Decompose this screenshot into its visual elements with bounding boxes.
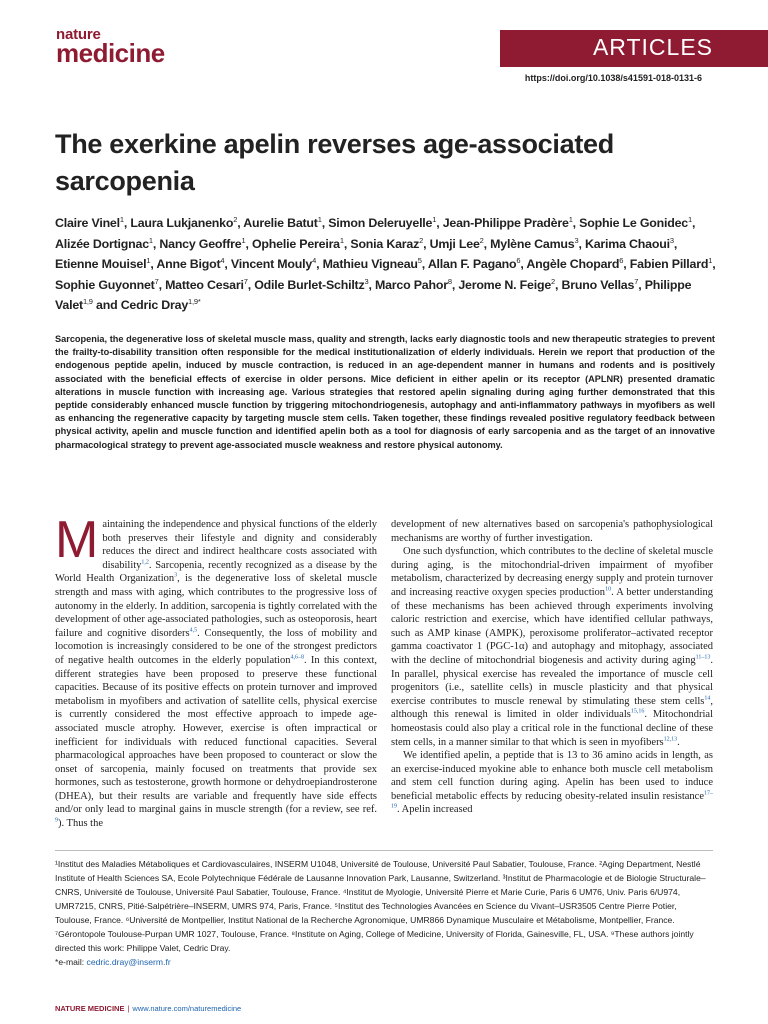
author-affiliation-mark: 7	[154, 276, 159, 286]
body-column-left	[55, 511, 377, 831]
citation-ref[interactable]: 14	[704, 695, 711, 702]
author-name[interactable]: Etienne Mouisel$^1$	[55, 256, 151, 272]
author-name[interactable]: Laura Lukjanenko$^2$	[130, 214, 238, 230]
author-name[interactable]: Sophie Guyonnet$^7$	[55, 276, 159, 292]
author-affiliation-mark: 1,9*	[188, 297, 201, 307]
author-affiliation-mark: 1	[432, 214, 437, 224]
footnote-divider	[55, 850, 713, 851]
section-label: ARTICLES	[500, 30, 768, 67]
footer-url[interactable]: www.nature.com/naturemedicine	[132, 1004, 242, 1013]
citation-ref[interactable]: 4,5	[189, 627, 198, 634]
email-link[interactable]: cedric.dray@inserm.fr	[86, 957, 171, 967]
author-name[interactable]: Bruno Vellas$^7$	[561, 276, 639, 292]
citation-ref[interactable]: 3	[174, 572, 178, 579]
author-name[interactable]: Sonia Karaz$^2$	[350, 235, 424, 251]
author-name[interactable]: Karima Chaoui$^3$	[584, 235, 674, 251]
author-affiliation-mark: 3	[574, 235, 579, 245]
author-name[interactable]: Vincent Mouly$^4$	[230, 256, 317, 272]
citation-ref[interactable]: 12,13	[663, 736, 678, 742]
body-paragraph: One such dysfunction, which contributes to the decline of skeletal muscle during aging, is the mitochondrial-driven impairment of myofiber metabolism, characterized by decreasing energy supply and protein turnover and increasing reactive oxygen species production$^{10}$. A better understanding of these mechanisms has been achieved through experiments involving caloric restriction and exercise, which have identified cellular pathways, such as AMP kinase (AMPK), peroxisome proliferator–activated receptor gamma coactivator 1 (PGC-1α) and autophagy and mitophagy, associated with the decline of mitochondrial biogenesis and activity during aging$^{11-13}$. In parallel, physical exercise has revealed the importance of muscle cell progenitors (i.e., satellite cells) in muscle plasticity and that physical exercise contributes to muscle renewal by stimulating these stem cells$^{14}$, although this renewal is limited in older individuals$^{15,16}$. Mitochondrial homeostasis could also play a critical role in the functional decline of these stem cells, in a manner similar to that which is seen in myofibers$^{12,13}$.	[391, 546, 713, 748]
abstract: Sarcopenia, the degenerative loss of skeletal muscle mass, quality and strength, lacks early diagnostic tools and new therapeutic strategies to prevent the frailty-to-disability transition often responsible for the medical institutionalization of elderly individuals. Herein we report that production of the endogenous peptide apelin, induced by muscle contraction, is reduced in an age-dependent manner in humans and rodents and is positively associated with the beneficial effects of exercise in older persons. Mice deficient in either apelin or its receptor (APLNR) presented dramatic alterations in muscle function with increasing age. Various strategies that restored apelin signaling during aging further demonstrated that this peptide considerably enhanced muscle function by triggering mitochondriogenesis, autophagy and anti-inflammatory pathways in myofibers as well as enhancing the regenerative capacity by targeting muscle stem cells. Taken together, these findings revealed positive regulatory feedback between physical activity, apelin and muscle function and identified apelin both as a tool for diagnosis of early sarcopenia and as the target of an innovative pharmacological strategy to prevent age-associated muscle weakness and restore physical autonomy.	[55, 334, 715, 450]
author-affiliation-mark: 1	[339, 235, 344, 245]
logo-line-medicine: medicine	[56, 38, 165, 68]
author-name[interactable]: Ophelie Pereira$^1$	[251, 235, 344, 251]
author-affiliation-mark: 3	[364, 276, 369, 286]
author-name[interactable]: Anne Bigot$^4$	[156, 256, 225, 272]
author-affiliation-mark: 1	[148, 235, 153, 245]
article-title: The exerkine apelin reverses age-associated sarcopenia	[55, 129, 614, 196]
author-affiliation-mark: 7	[634, 276, 639, 286]
author-affiliation-mark: 7	[243, 276, 248, 286]
body-paragraph: development of new alternatives based on sarcopenia's pathophysiological mechanisms are worthy of further investigation.	[391, 519, 713, 544]
body-column-right	[391, 518, 713, 817]
page-footer	[55, 1004, 241, 1013]
author-affiliation-mark: 1	[317, 214, 322, 224]
author-affiliation-mark: 1	[688, 214, 692, 224]
author-name[interactable]: Fabien Pillard$^1$	[629, 256, 713, 272]
journal-logo[interactable]	[56, 27, 165, 66]
author-list: Claire Vinel$^1$, Laura Lukjanenko$^2$, Aurelie Batut$^1$, Simon Deleruyelle$^1$, Jean-Philippe Pradère$^1$, Sophie Le Gonidec$^1$, Alizée Dortignac$^1$, Nancy Geoffre$^1$, Ophelie Pereira$^1$, Sonia Karaz$^2$, Umji Lee$^2$, Mylène Camus$^3$, Karima Chaoui$^3$, Etienne Mouisel$^1$, Anne Bigot$^4$, Vincent Mouly$^4$, Mathieu Vigneau$^5$, Allan F. Pagano$^6$, Angèle Chopard$^6$, Fabien Pillard$^1$, Sophie Guyonnet$^7$, Matteo Cesari$^7$, Odile Burlet-Schiltz$^3$, Marco Pahor$^8$, Jerome N. Feige$^2$, Bruno Vellas$^7$, Philippe Valet$^{1,9}$ and Cedric Dray$^{1,9*}$	[55, 214, 716, 313]
body-paragraph: aintaining the independence and physical functions of the elderly both preserves their lifestyle and dignity and considerably reduces the direct and indirect healthcare costs associated with disability$^{1,2}$. Sarcopenia, recently recognized as a disease by the World Health Organization$^3$, is the degenerative loss of skeletal muscle strength and mass with aging, which contributes to the progressive loss of autonomy in the elderly. In addition, sarcopenia is tightly correlated with the development of other age-associated pathologies, such as osteoporosis, heart failure and cognitive disorders$^{4,5}$. Consequently, the loss of mobility and locomotion is increasingly considered to be one of the strongest predictors of negative health outcomes in the elderly population$^{4,6-8}$. In this context, different strategies have been proposed to preserve these functional capacities. Because of its positive effects on protein turnover and improved metabolism in myofibers and activation of satellite cells, physical exercise is currently considered the most effective approach to impede age-associated muscle atrophy. However, exercise is often impractical or inefficient for individuals with reduced functional capacities. Several pharmacological approaches have been proposed to counteract or slow the onset of sarcopenia, mainly focused on treatments that provide sex hormones, such as testosterone, growth hormone or dehydroepiandrosterone (DHEA), but their results are variable and frequently have side effects and/or only lead to marginal gains in muscle strength (for a review, see ref. $^9$). Thus the	[55, 519, 377, 830]
citation-ref[interactable]: 11–13	[695, 654, 711, 661]
affiliations	[55, 857, 715, 969]
author-name[interactable]: Mylène Camus$^3$	[490, 235, 579, 251]
body-paragraph: We identified apelin, a peptide that is 13 to 36 amino acids in length, as an exercise-induced myokine able to enhance both muscle cell metabolism and stem cell function during aging. Apelin has been used to induce beneficial metabolic effects by reducing obesity-related insulin resistance$^{17-19}$. Apelin increased	[391, 750, 713, 816]
author-affiliation-mark: 1	[119, 214, 124, 224]
author-name[interactable]: Marco Pahor$^8$	[374, 276, 452, 292]
author-name[interactable]: Cedric Dray$^{1,9*}$	[120, 297, 201, 313]
citation-ref[interactable]: 15,16	[630, 708, 645, 715]
author-affiliation-mark: 4	[220, 256, 225, 266]
author-affiliation-mark: 1	[568, 214, 573, 224]
drop-cap: M	[55, 511, 99, 569]
citation-ref[interactable]: 1,2	[141, 559, 149, 566]
author-affiliation-mark: 2	[419, 235, 424, 245]
author-affiliation-mark: 1	[241, 235, 246, 245]
author-name[interactable]: Aurelie Batut$^1$	[243, 214, 322, 230]
author-affiliation-mark: 1	[146, 256, 151, 266]
author-name[interactable]: Nancy Geoffre$^1$	[159, 235, 246, 251]
author-affiliation-mark: 2	[479, 235, 484, 245]
author-name[interactable]: Alizée Dortignac$^1$	[55, 235, 153, 251]
journal-header	[0, 0, 768, 90]
author-name[interactable]: Matteo Cesari$^7$	[165, 276, 248, 292]
citation-ref[interactable]: 9	[55, 817, 58, 824]
author-affiliation-mark: 8	[447, 276, 452, 286]
author-affiliation-mark: 2	[551, 276, 556, 286]
footer-separator: |	[127, 1004, 130, 1013]
doi-link[interactable]: https://doi.org/10.1038/s41591-018-0131-6	[524, 73, 702, 83]
citation-ref[interactable]: 10	[605, 586, 612, 593]
author-name[interactable]: Jean-Philippe Pradère$^1$	[442, 214, 573, 230]
author-affiliation-mark: 1	[708, 256, 713, 266]
author-affiliation-mark: 3	[669, 235, 674, 245]
author-name[interactable]: Philippe Valet$^{1,9}$	[55, 277, 692, 313]
author-name[interactable]: Angèle Chopard$^6$	[526, 256, 624, 272]
author-name[interactable]: Mathieu Vigneau$^5$	[322, 256, 422, 272]
email-label: *e-mail:	[55, 957, 87, 967]
author-name[interactable]: Odile Burlet-Schiltz$^3$	[254, 276, 369, 292]
affiliation-text: ¹Institut des Maladies Métaboliques et Cardiovasculaires, INSERM U1048, Université de Toulouse, Université Paul Sabatier, Toulouse, France. ²Aging Department, Nestlé Institute of Health Sciences SA, Ecole Polytechnique Fédérale de Lausanne Innovation Park, Lausanne, Switzerland. ³Institut de Pharmacologie et de Biologie Structurale–CNRS, Université de Toulouse, Université Paul Sabatier, Toulouse, France. ⁴Institut de Myologie, Université Pierre et Marie Curie, Paris 6 UM76, Univ. Paris 6/U974, UMR7215, CNRS, Pitié-Salpétrière–INSERM, UMRS 974, Paris, France. ⁵Institut des Technologies Avancées en Science du Vivant–USR3505 Centre Pierre Potier, Toulouse, France. ⁶Université de Montpellier, Institut National de la Recherche Agronomique, UMR866 Dynamique Musculaire et Métabolisme, Montpellier, France. ⁷Gérontopole Toulouse-Purpan UMR 1027, Toulouse, France. ⁸Institute on Aging, College of Medicine, University of Florida, Gainesville, FL, USA. ⁹These authors jointly directed this work: Philippe Valet, Cedric Dray.	[55, 859, 706, 953]
author-name[interactable]: Jerome N. Feige$^2$	[458, 276, 556, 292]
author-affiliation-mark: 5	[417, 256, 422, 266]
author-name[interactable]: Sophie Le Gonidec$^1$	[579, 214, 692, 230]
author-name[interactable]: Claire Vinel$^1$	[55, 214, 124, 230]
author-name[interactable]: Simon Deleruyelle$^1$	[328, 214, 437, 230]
author-name[interactable]: Umji Lee$^2$	[429, 235, 484, 251]
author-affiliation-mark: 6	[516, 256, 521, 266]
citation-ref[interactable]: 4,6–8	[290, 654, 304, 661]
citation-ref[interactable]: 17–19	[391, 790, 713, 810]
author-affiliation-mark: 1,9	[82, 297, 93, 307]
author-affiliation-mark: 2	[233, 214, 238, 224]
logo-line-nature: nature	[56, 26, 101, 43]
author-affiliation-mark: 6	[619, 256, 624, 266]
author-name[interactable]: Allan F. Pagano$^6$	[427, 256, 521, 272]
footer-journal-name: NATURE MEDICINE	[55, 1004, 125, 1013]
author-affiliation-mark: 4	[312, 256, 317, 266]
